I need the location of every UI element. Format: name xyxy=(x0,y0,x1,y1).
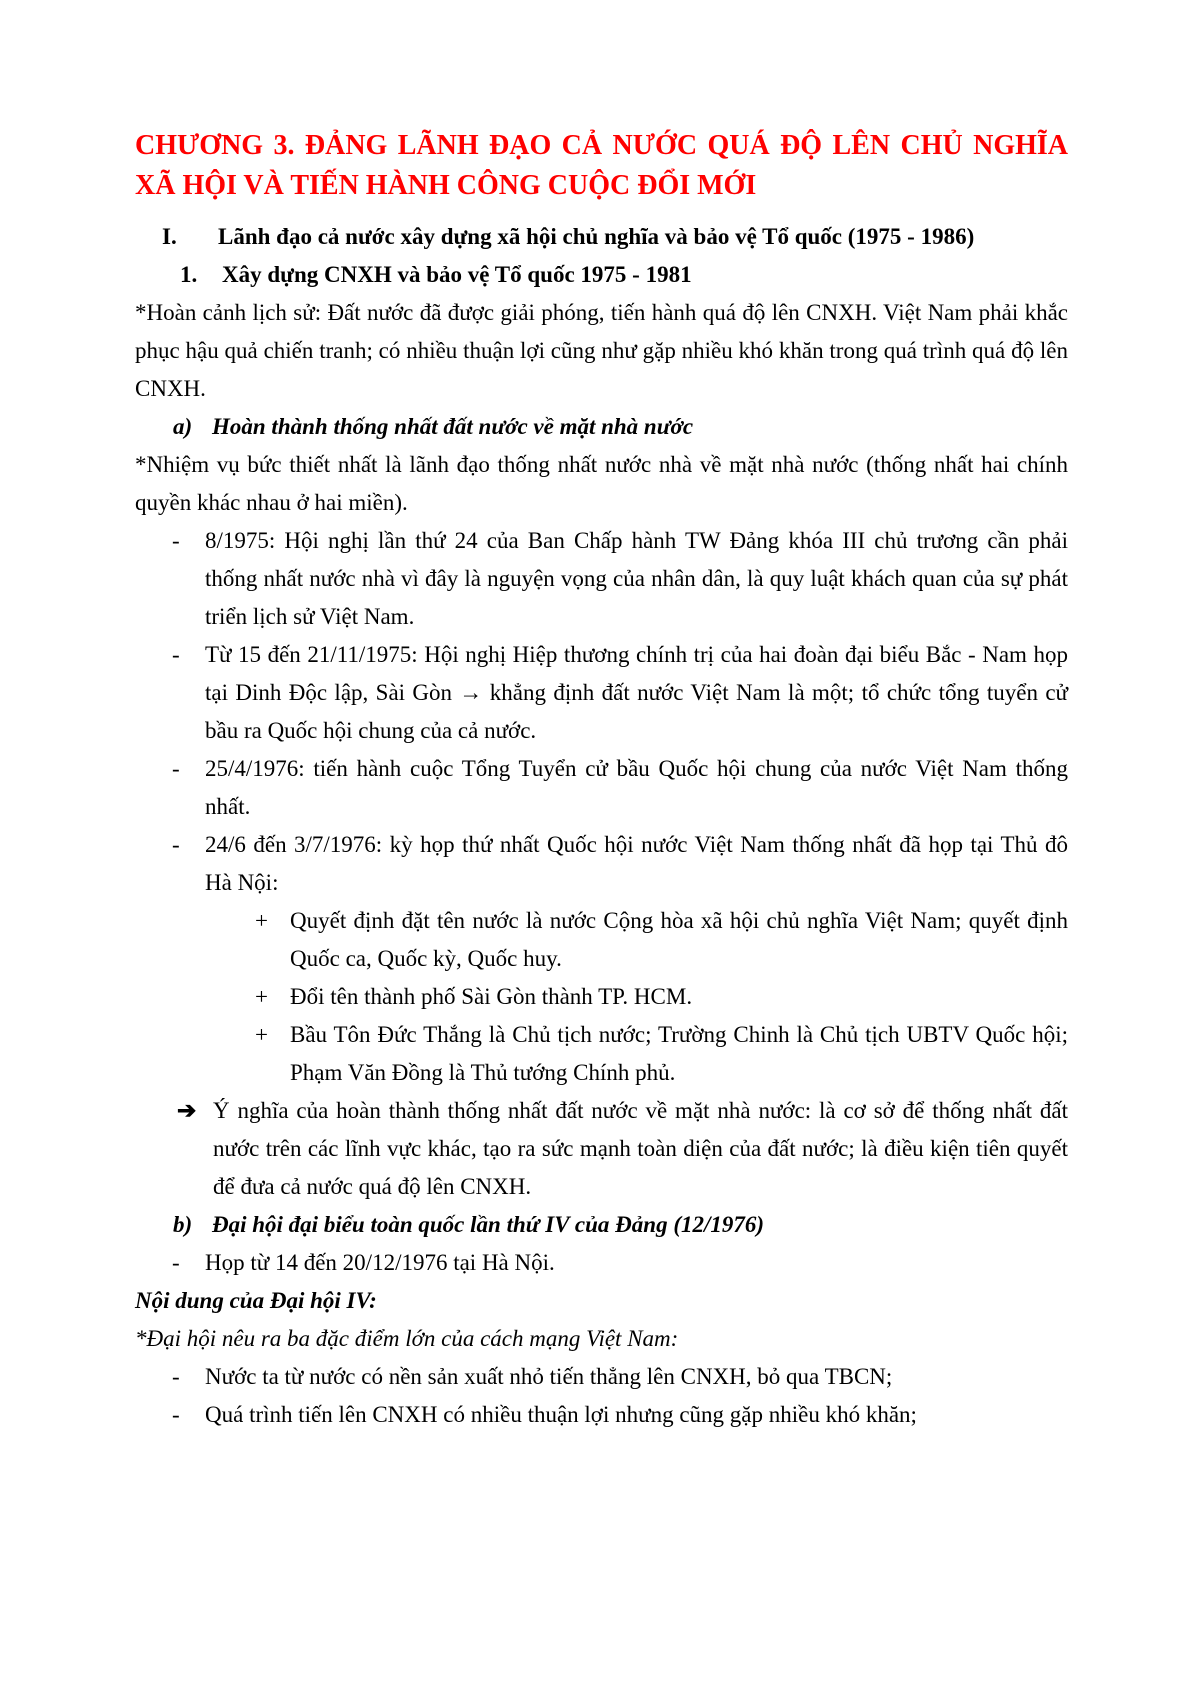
plus-marker: + xyxy=(255,984,268,1009)
paragraph-three-characteristics: *Đại hội nêu ra ba đặc điểm lớn của cách mạng Việt Nam: xyxy=(135,1326,679,1351)
heading-b-congress-IV xyxy=(135,1206,1068,1244)
subbullet-leaders-elected xyxy=(135,1016,1068,1092)
paragraph-historical-context: *Hoàn cảnh lịch sử: Đất nước đã được giải phóng, tiến hành quá độ lên CNXH. Việt Nam phải khắc phục hậu quả chiến tranh; có nhiều thuận lợi cũng như gặp nhiều khó khăn trong quá trình quá độ lên CNXH. xyxy=(135,300,1068,401)
alpha-marker: a) xyxy=(173,414,193,439)
heading-a-text: Hoàn thành thống nhất đất nước về mặt nhà nước xyxy=(212,414,694,439)
bullet-8-1975 xyxy=(135,522,1068,636)
bullet-24-6-1976 xyxy=(135,826,1068,902)
dash-marker: - xyxy=(172,528,180,553)
bullet-text: Quá trình tiến lên CNXH có nhiều thuận lợi nhưng cũng gặp nhiều khó khăn; xyxy=(205,1402,917,1427)
number-marker: 1. xyxy=(180,262,198,287)
bullet-text: 8/1975: Hội nghị lần thứ 24 của Ban Chấp hành TW Đảng khóa III chủ trương cần phải thống nhất nước nhà vì đây là nguyện vọng của nhân dân, là quy luật khách quan của sự phát triển lịch sử Việt Nam. xyxy=(205,528,1068,629)
subsection-heading-1 xyxy=(135,256,1068,294)
conclusion-significance xyxy=(135,1092,1068,1206)
bullet-text: Họp từ 14 đến 20/12/1976 tại Hà Nội. xyxy=(205,1250,555,1275)
dash-marker: - xyxy=(172,832,180,857)
bullet-small-production xyxy=(135,1358,1068,1396)
plus-marker: + xyxy=(255,1022,268,1047)
subbullet-text: Đổi tên thành phố Sài Gòn thành TP. HCM. xyxy=(290,984,693,1009)
bullet-text: Nước ta từ nước có nền sản xuất nhỏ tiến thẳng lên CNXH, bỏ qua TBCN; xyxy=(205,1364,893,1389)
subsection-heading-text: Xây dựng CNXH và bảo vệ Tổ quốc 1975 - 1981 xyxy=(222,262,692,287)
heading-congress-content: Nội dung của Đại hội IV: xyxy=(135,1288,377,1313)
heading-b-text: Đại hội đại biểu toàn quốc lần thứ IV của Đảng (12/1976) xyxy=(212,1212,765,1237)
conclusion-text: Ý nghĩa của hoàn thành thống nhất đất nước về mặt nhà nước: là cơ sở để thống nhất đất nước trên các lĩnh vực khác, tạo ra sức mạnh toàn diện của đất nước; là điều kiện tiên quyết để đưa cả nước quá độ lên CNXH. xyxy=(213,1098,1068,1199)
dash-marker: - xyxy=(172,1250,180,1275)
dash-marker: - xyxy=(172,1364,180,1389)
heading-a-unification xyxy=(135,408,1068,446)
subbullet-text: Bầu Tôn Đức Thắng là Chủ tịch nước; Trường Chinh là Chủ tịch UBTV Quốc hội; Phạm Văn Đồng là Thủ tướng Chính phủ. xyxy=(290,1022,1068,1085)
bullet-advantages-difficulties xyxy=(135,1396,1068,1434)
dash-marker: - xyxy=(172,642,180,667)
section-heading-text: Lãnh đạo cả nước xây dựng xã hội chủ nghĩa và bảo vệ Tổ quốc (1975 - 1986) xyxy=(218,224,975,249)
bullet-25-4-1976 xyxy=(135,750,1068,826)
subbullet-rename-saigon xyxy=(135,978,1068,1016)
bullet-15-21-11-1975 xyxy=(135,636,1068,750)
subbullet-text: Quyết định đặt tên nước là nước Cộng hòa xã hội chủ nghĩa Việt Nam; quyết định Quốc ca, Quốc kỳ, Quốc huy. xyxy=(290,908,1068,971)
bullet-text: 25/4/1976: tiến hành cuộc Tổng Tuyển cử bầu Quốc hội chung của nước Việt Nam thống nhất. xyxy=(205,756,1068,819)
bullet-text: Từ 15 đến 21/11/1975: Hội nghị Hiệp thương chính trị của hai đoàn đại biểu Bắc - Nam họp tại Dinh Độc lập, Sài Gòn → khẳng định đất nước Việt Nam là một; tổ chức tổng tuyển cử bầu ra Quốc hội chung của cả nước. xyxy=(205,642,1068,743)
bullet-text: 24/6 đến 3/7/1976: kỳ họp thứ nhất Quốc hội nước Việt Nam thống nhất đã họp tại Thủ đô Hà Nội: xyxy=(205,832,1068,895)
chapter-title: CHƯƠNG 3. ĐẢNG LÃNH ĐẠO CẢ NƯỚC QUÁ ĐỘ LÊN CHỦ NGHĨA XÃ HỘI VÀ TIẾN HÀNH CÔNG CUỘC ĐỔI MỚI xyxy=(135,130,1068,201)
dash-marker: - xyxy=(172,1402,180,1427)
section-heading-roman-I xyxy=(135,218,1068,256)
alpha-marker: b) xyxy=(173,1212,193,1237)
paragraph-urgent-task: *Nhiệm vụ bức thiết nhất là lãnh đạo thống nhất nước nhà về mặt nhà nước (thống nhất hai chính quyền khác nhau ở hai miền). xyxy=(135,452,1068,515)
bullet-congress-dates xyxy=(135,1244,1068,1282)
subbullet-country-name xyxy=(135,902,1068,978)
arrow-icon: ➔ xyxy=(177,1098,197,1123)
roman-numeral-marker: I. xyxy=(162,224,177,249)
plus-marker: + xyxy=(255,908,268,933)
dash-marker: - xyxy=(172,756,180,781)
